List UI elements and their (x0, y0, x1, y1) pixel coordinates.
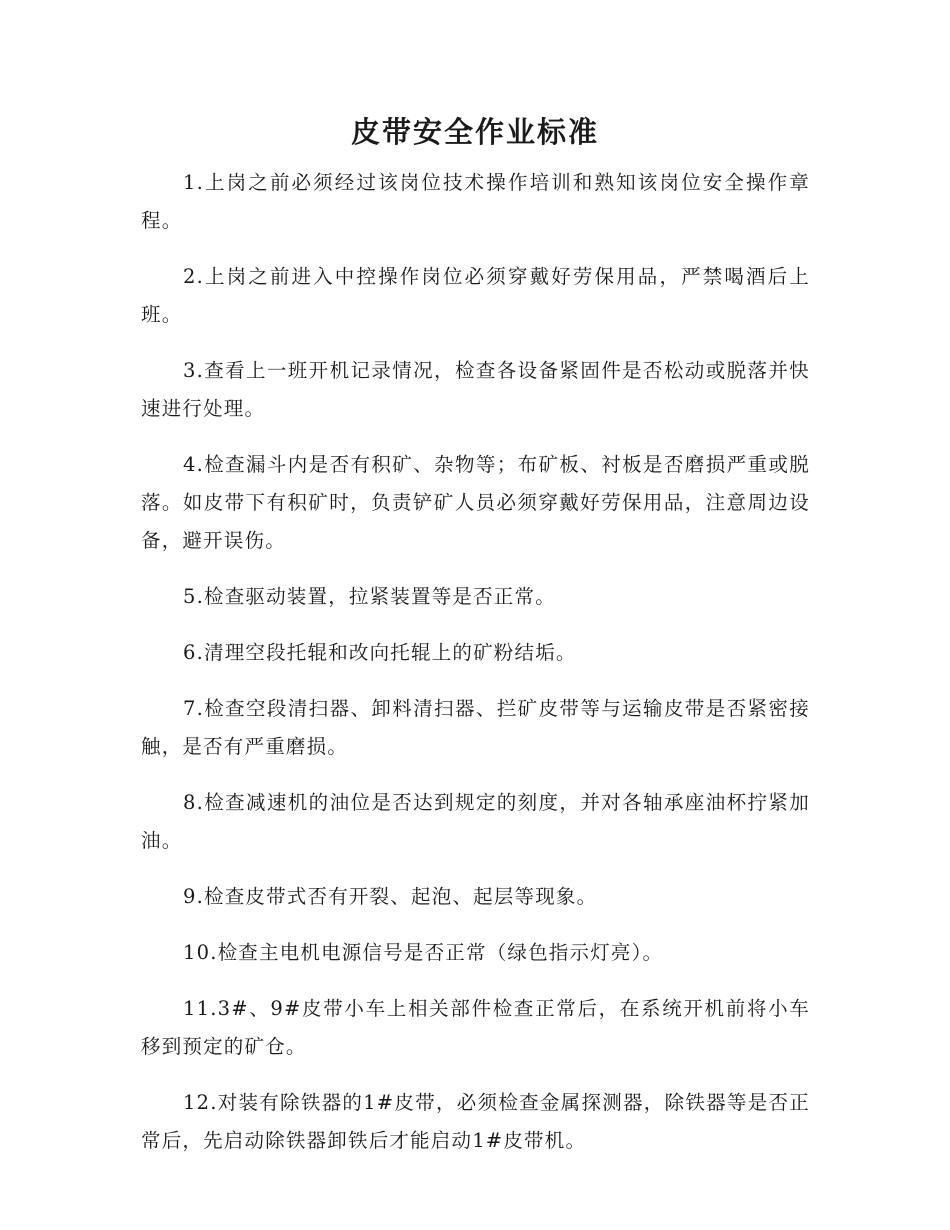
paragraph-3: 3.查看上一班开机记录情况，检查各设备紧固件是否松动或脱落并快速进行处理。 (141, 359, 810, 420)
paragraph-5: 5.检查驱动装置，拉紧装置等是否正常。 (183, 585, 556, 608)
paragraph-9: 9.检查皮带式否有开裂、起泡、起层等现象。 (183, 885, 598, 908)
paragraph-2: 2.上岗之前进入中控操作岗位必须穿戴好劳保用品，严禁喝酒后上班。 (141, 265, 810, 326)
paragraph-12: 12.对装有除铁器的1#皮带，必须检查金属探测器，除铁器等是否正常后，先启动除铁器卸铁后才能启动1#皮带机。 (141, 1091, 810, 1152)
paragraph-10: 10.检查主电机电源信号是否正常（绿色指示灯亮）。 (183, 941, 664, 964)
paragraph-1: 1.上岗之前必须经过该岗位技术操作培训和熟知该岗位安全操作章程。 (141, 171, 810, 232)
paragraph-8: 8.检查减速机的油位是否达到规定的刻度，并对各轴承座油杯拧紧加油。 (141, 791, 810, 852)
paragraph-7: 7.检查空段清扫器、卸料清扫器、拦矿皮带等与运输皮带是否紧密接触，是否有严重磨损。 (141, 697, 810, 758)
paragraph-4: 4.检查漏斗内是否有积矿、杂物等；布矿板、衬板是否磨损严重或脱落。如皮带下有积矿时，负责铲矿人员必须穿戴好劳保用品，注意周边设备，避开误伤。 (141, 453, 810, 552)
paragraph-11: 11.3#、9#皮带小车上相关部件检查正常后，在系统开机前将小车移到预定的矿仓。 (141, 997, 810, 1058)
paragraph-6: 6.清理空段托辊和改向托辊上的矿粉结垢。 (183, 641, 577, 664)
document-title: 皮带安全作业标准 (350, 115, 599, 149)
document-body (141, 164, 810, 1178)
